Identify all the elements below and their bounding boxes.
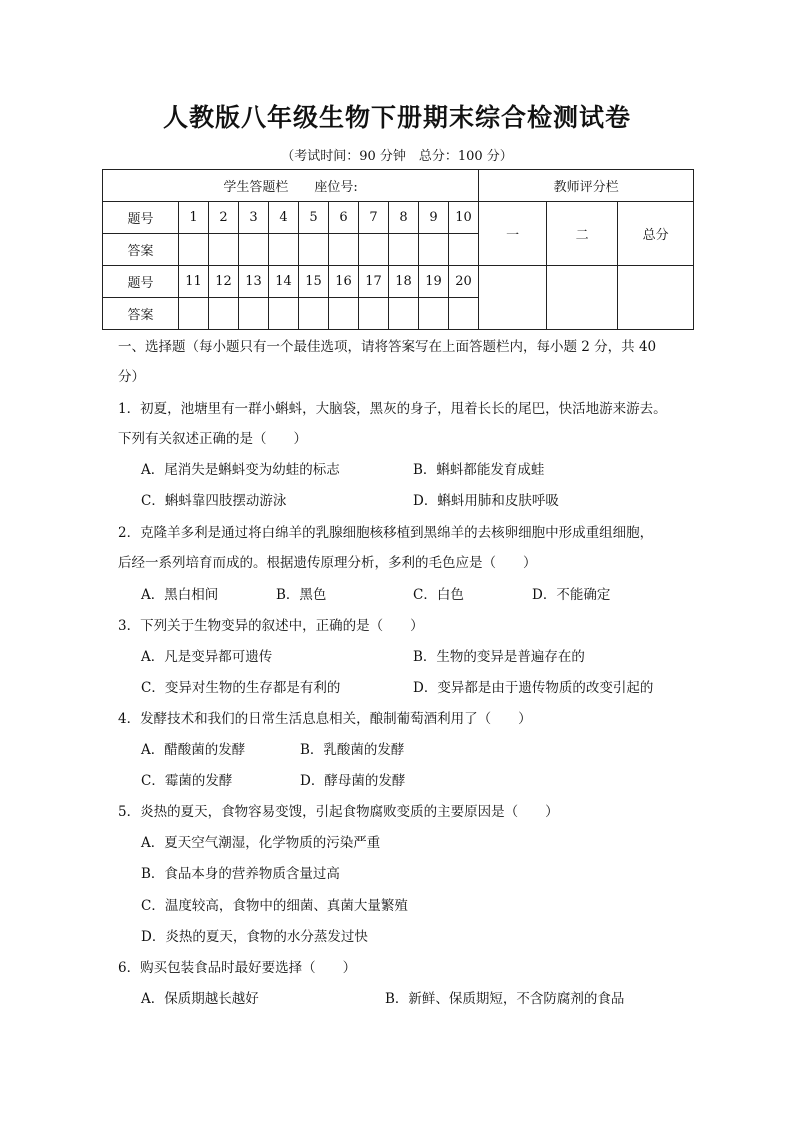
option-c: C．温度较高，食物中的细菌、真菌大量繁殖: [141, 898, 408, 914]
answer-cell[interactable]: [269, 298, 299, 330]
option-d: D．变异都是由于遗传物质的改变引起的: [413, 680, 654, 696]
answer-cell[interactable]: [179, 298, 209, 330]
option-b: B．生物的变异是普遍存在的: [413, 649, 585, 665]
question-stem: 4．发酵技术和我们的日常生活息息相关，酿制葡萄酒利用了（ ）: [118, 711, 532, 727]
answer-cell[interactable]: [329, 234, 359, 266]
teacher-score-header: 教师评分栏: [479, 170, 694, 202]
answer-cell[interactable]: [419, 298, 449, 330]
question-number-cell: 13: [239, 266, 269, 298]
answer-cell[interactable]: [359, 298, 389, 330]
question-number-cell: 6: [329, 202, 359, 234]
option-b: B．蝌蚪都能发育成蛙: [413, 462, 545, 478]
question-stem: 3．下列关于生物变异的叙述中，正确的是（ ）: [118, 618, 424, 634]
question-stem: 1．初夏，池塘里有一群小蝌蚪，大脑袋，黑灰的身子，甩着长长的尾巴，快活地游来游去。: [118, 401, 667, 417]
option-a: A．夏天空气潮湿，化学物质的污染严重: [141, 835, 381, 851]
option-b: B．黑色: [276, 587, 327, 603]
answer-cell[interactable]: [209, 234, 239, 266]
section-heading-cont: 分）: [118, 369, 145, 385]
question-number-cell: 19: [419, 266, 449, 298]
answer-cell[interactable]: [419, 234, 449, 266]
question-number-cell: 8: [389, 202, 419, 234]
answer-cell[interactable]: [239, 298, 269, 330]
answer-cell[interactable]: [449, 298, 479, 330]
question-number-cell: 7: [359, 202, 389, 234]
option-d: D．不能确定: [532, 587, 611, 603]
question-number-cell: 17: [359, 266, 389, 298]
answer-cell[interactable]: [329, 298, 359, 330]
option-a: A．黑白相间: [141, 587, 219, 603]
answer-cell[interactable]: [449, 234, 479, 266]
score-total-cell[interactable]: [618, 266, 694, 330]
option-c: C．蝌蚪靠四肢摆动游泳: [141, 493, 287, 509]
answer-label: 答案: [103, 234, 179, 266]
option-a: A．醋酸菌的发酵: [141, 742, 246, 758]
question-number-cell: 12: [209, 266, 239, 298]
option-d: D．酵母菌的发酵: [300, 773, 406, 789]
option-d: D．炎热的夏天，食物的水分蒸发过快: [141, 929, 368, 945]
answer-cell[interactable]: [359, 234, 389, 266]
score-part-one-cell[interactable]: [479, 266, 547, 330]
answer-cell[interactable]: [239, 234, 269, 266]
question-number-cell: 18: [389, 266, 419, 298]
question-number-cell: 20: [449, 266, 479, 298]
exam-subtitle: （考试时间：90 分钟 总分：100 分）: [281, 149, 513, 164]
option-a: A．保质期越长越好: [141, 991, 259, 1007]
score-total-header: 总分: [618, 202, 694, 266]
answer-label: 答案: [103, 298, 179, 330]
question-number-cell: 3: [239, 202, 269, 234]
option-b: B．乳酸菌的发酵: [300, 742, 405, 758]
answer-cell[interactable]: [179, 234, 209, 266]
question-number-cell: 14: [269, 266, 299, 298]
answer-cell[interactable]: [389, 298, 419, 330]
exam-title: 人教版八年级生物下册期末综合检测试卷: [162, 103, 631, 132]
question-stem: 2．克隆羊多利是通过将白绵羊的乳腺细胞核移植到黑绵羊的去核卵细胞中形成重组细胞，: [118, 525, 654, 541]
section-heading: 一、选择题（每小题只有一个最佳选项，请将答案写在上面答题栏内，每小题 2 分，共 40: [118, 339, 657, 355]
option-a: A．凡是变异都可遗传: [141, 649, 273, 665]
question-number-cell: 15: [299, 266, 329, 298]
question-number-cell: 4: [269, 202, 299, 234]
question-number-cell: 9: [419, 202, 449, 234]
option-a: A．尾消失是蝌蚪变为幼蛙的标志: [141, 462, 340, 478]
question-number-cell: 2: [209, 202, 239, 234]
option-b: B．食品本身的营养物质含量过高: [141, 866, 340, 882]
question-number-cell: 1: [179, 202, 209, 234]
option-c: C．白色: [413, 587, 464, 603]
question-number-cell: 11: [179, 266, 209, 298]
score-part-two-header: 二: [547, 202, 618, 266]
question-number-cell: 10: [449, 202, 479, 234]
question-stem: 下列有关叙述正确的是（ ）: [118, 431, 307, 447]
option-d: D．蝌蚪用肺和皮肤呼吸: [413, 493, 559, 509]
answer-cell[interactable]: [209, 298, 239, 330]
question-number-label: 题号: [103, 202, 179, 234]
answer-table: [102, 169, 694, 330]
score-part-two-cell[interactable]: [547, 266, 618, 330]
question-number-cell: 5: [299, 202, 329, 234]
option-c: C．变异对生物的生存都是有利的: [141, 680, 341, 696]
option-b: B．新鲜、保质期短，不含防腐剂的食品: [385, 991, 625, 1007]
student-answer-header: 学生答题栏 座位号:: [103, 170, 479, 202]
question-stem: 5．炎热的夏天，食物容易变馊，引起食物腐败变质的主要原因是（ ）: [118, 804, 559, 820]
answer-cell[interactable]: [269, 234, 299, 266]
question-number-label: 题号: [103, 266, 179, 298]
question-stem: 后经一系列培育而成的。根据遗传原理分析，多利的毛色应是（ ）: [118, 555, 537, 571]
answer-cell[interactable]: [299, 234, 329, 266]
answer-cell[interactable]: [389, 234, 419, 266]
option-c: C．霉菌的发酵: [141, 773, 233, 789]
question-number-cell: 16: [329, 266, 359, 298]
question-stem: 6．购买包装食品时最好要选择（ ）: [118, 960, 357, 976]
answer-cell[interactable]: [299, 298, 329, 330]
score-part-one-header: 一: [479, 202, 547, 266]
